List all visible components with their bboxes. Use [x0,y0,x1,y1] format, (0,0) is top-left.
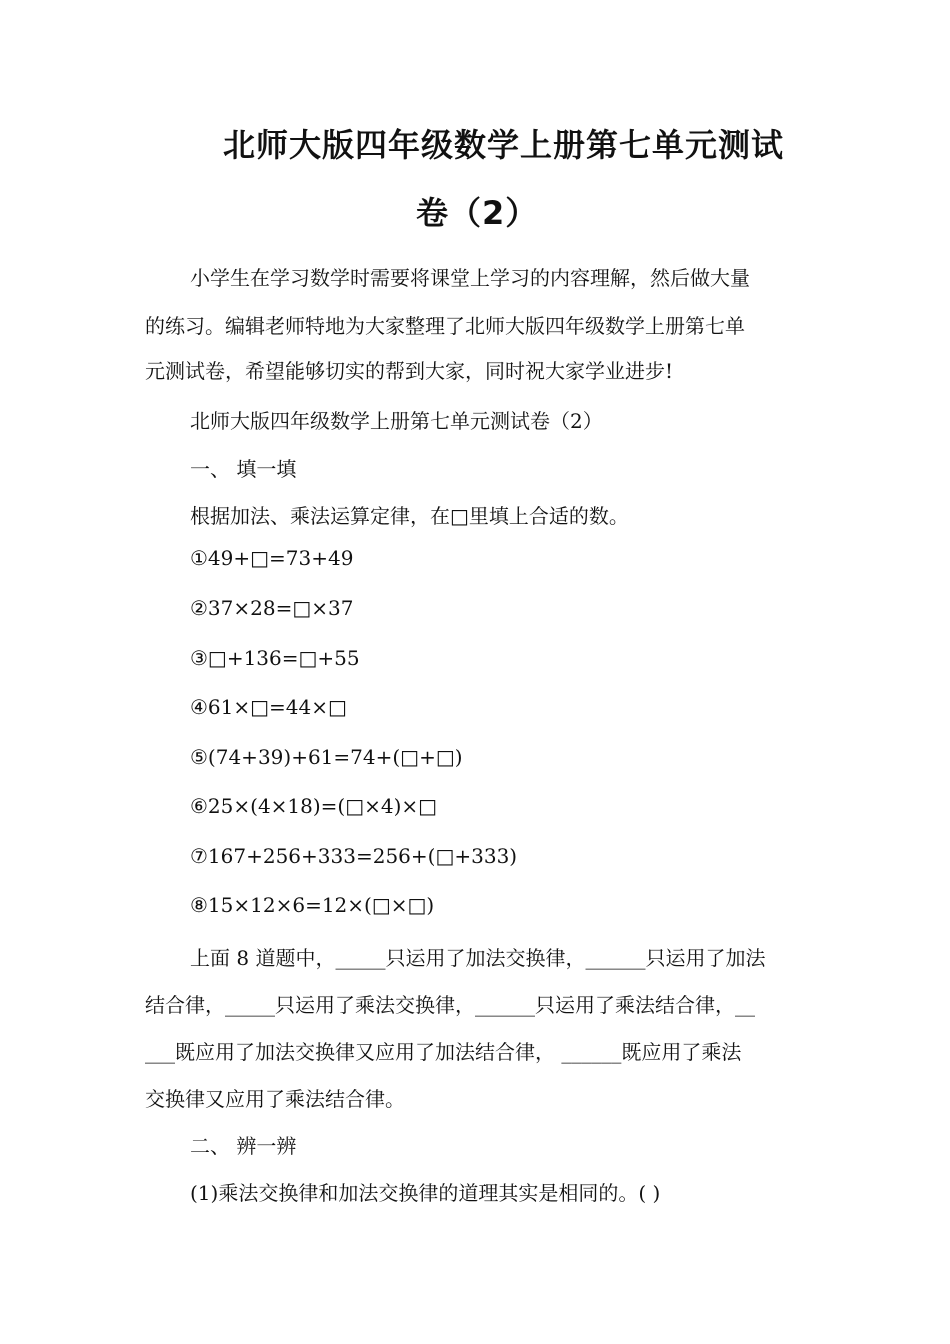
problem-item: ⑤(74+39)+61=74+(□+□) [190,745,463,769]
summary-line-3: ___既应用了加法交换律又应用了加法结合律， ______既应用了乘法 [145,1040,742,1064]
section-heading-fill: 一、 填一填 [190,457,297,481]
document-title-line1: 北师大版四年级数学上册第七单元测试 [223,126,785,164]
section-instruction: 根据加法、乘法运算定律，在□里填上合适的数。 [190,504,629,528]
intro-line-1: 小学生在学习数学时需要将课堂上学习的内容理解，然后做大量 [190,266,750,290]
judge-item: (1)乘法交换律和加法交换律的道理其实是相同的。( ) [190,1181,661,1205]
intro-line-2: 的练习。编辑老师特地为大家整理了北师大版四年级数学上册第七单 [145,314,745,338]
document-title-line2: 卷（2） [416,194,539,232]
problem-item: ①49+□=73+49 [190,546,354,570]
summary-line-4: 交换律又应用了乘法结合律。 [145,1087,405,1111]
intro-line-3: 元测试卷，希望能够切实的帮到大家，同时祝大家学业进步! [145,359,674,383]
summary-line-1: 上面 8 道题中，_____只运用了加法交换律，______只运用了加法 [190,946,766,970]
summary-line-2: 结合律，_____只运用了乘法交换律，______只运用了乘法结合律，__ [145,993,755,1017]
problem-item: ③□+136=□+55 [190,646,360,670]
section-heading-judge: 二、 辨一辨 [190,1134,297,1158]
problem-item: ②37×28=□×37 [190,596,354,620]
problem-item: ④61×□=44×□ [190,695,347,719]
document-subtitle: 北师大版四年级数学上册第七单元测试卷（2） [190,409,603,433]
problem-item: ⑦167+256+333=256+(□+333) [190,844,518,868]
problem-item: ⑥25×(4×18)=(□×4)×□ [190,794,438,818]
problem-item: ⑧15×12×6=12×(□×□) [190,893,435,917]
